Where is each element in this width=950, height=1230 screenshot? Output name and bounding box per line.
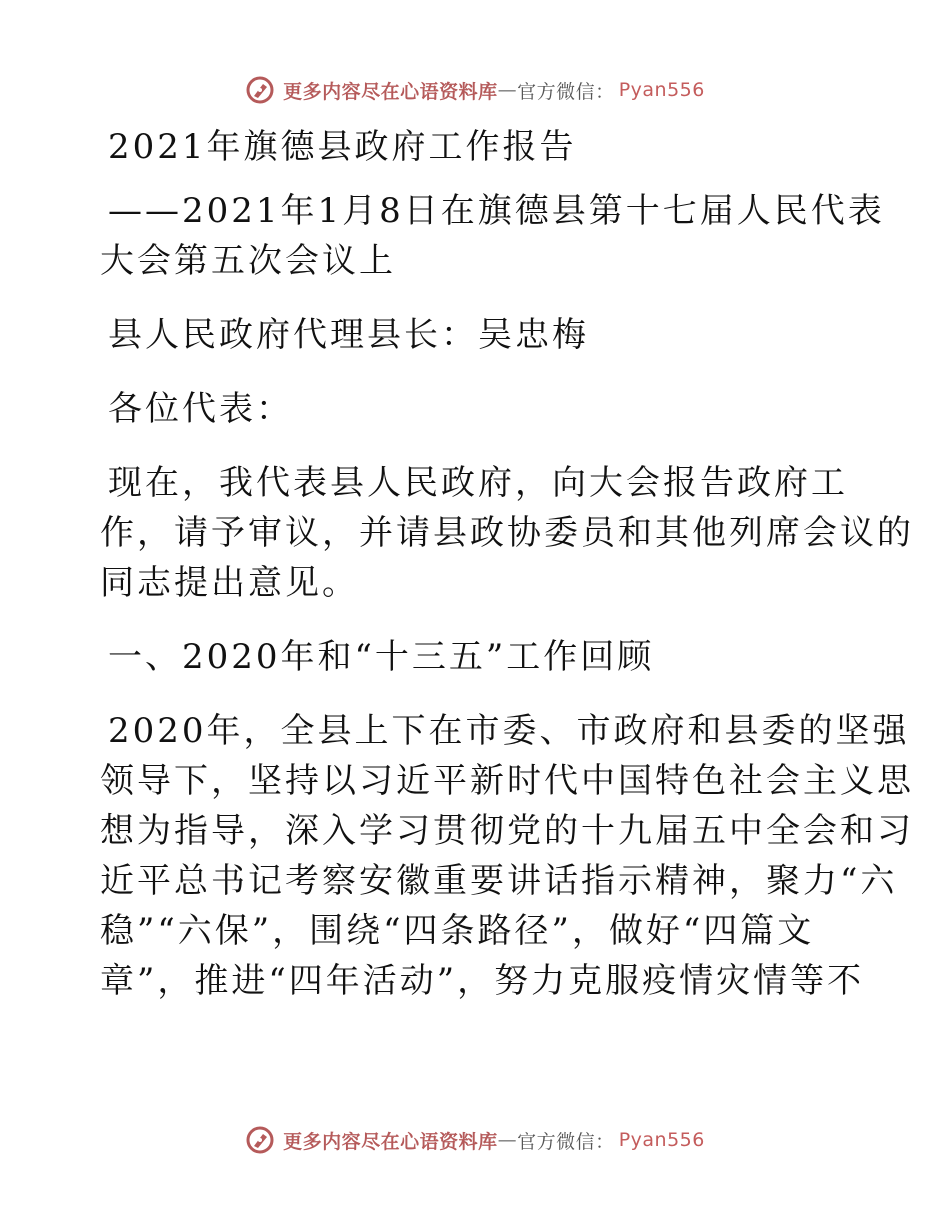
- section-heading: 一、2020年和“十三五”工作回顾: [108, 637, 655, 677]
- body-line: 领导下，坚持以习近平新时代中国特色社会主义思: [100, 761, 914, 801]
- watermark-main-text: 更多内容尽在心语资料库: [283, 80, 498, 103]
- pen-nib-circle-icon: [245, 75, 275, 105]
- intro-line: 作，请予审议，并请县政协委员和其他列席会议的: [100, 513, 914, 553]
- document-title: 2021年旗德县政府工作报告: [108, 127, 577, 167]
- document-speaker: 县人民政府代理县长：吴忠梅: [108, 315, 589, 355]
- intro-line: 同志提出意见。: [100, 563, 359, 603]
- watermark-wechat-id: Pyan556: [618, 79, 705, 101]
- header-watermark: [0, 70, 950, 110]
- body-line: 稳”“六保”，围绕“四条路径”，做好“四篇文: [100, 911, 815, 951]
- document-salutation: 各位代表：: [108, 389, 293, 429]
- watermark-official-label: 官方微信：: [517, 80, 615, 103]
- watermark-wechat-id: Pyan556: [618, 1129, 705, 1151]
- watermark-separator: —: [497, 1129, 518, 1151]
- watermark-official-label: 官方微信：: [517, 1130, 615, 1153]
- intro-line: 现在，我代表县人民政府，向大会报告政府工: [108, 463, 848, 503]
- document-subtitle-line2: 大会第五次会议上: [100, 241, 396, 281]
- body-line: 近平总书记考察安徽重要讲话指示精神，聚力“六: [100, 861, 898, 901]
- body-line: 想为指导，深入学习贯彻党的十九届五中全会和习: [100, 811, 914, 851]
- body-line: 章”，推进“四年活动”，努力克服疫情灾情等不: [100, 961, 865, 1001]
- watermark-separator: —: [497, 79, 518, 101]
- footer-watermark: [0, 1120, 950, 1160]
- document-subtitle-line1: ——2021年1月8日在旗德县第十七届人民代表: [108, 191, 885, 231]
- pen-nib-circle-icon: [245, 1125, 275, 1155]
- watermark-main-text: 更多内容尽在心语资料库: [283, 1130, 498, 1153]
- body-line: 2020年，全县上下在市委、市政府和县委的坚强: [108, 711, 910, 751]
- document-content: [100, 122, 914, 1006]
